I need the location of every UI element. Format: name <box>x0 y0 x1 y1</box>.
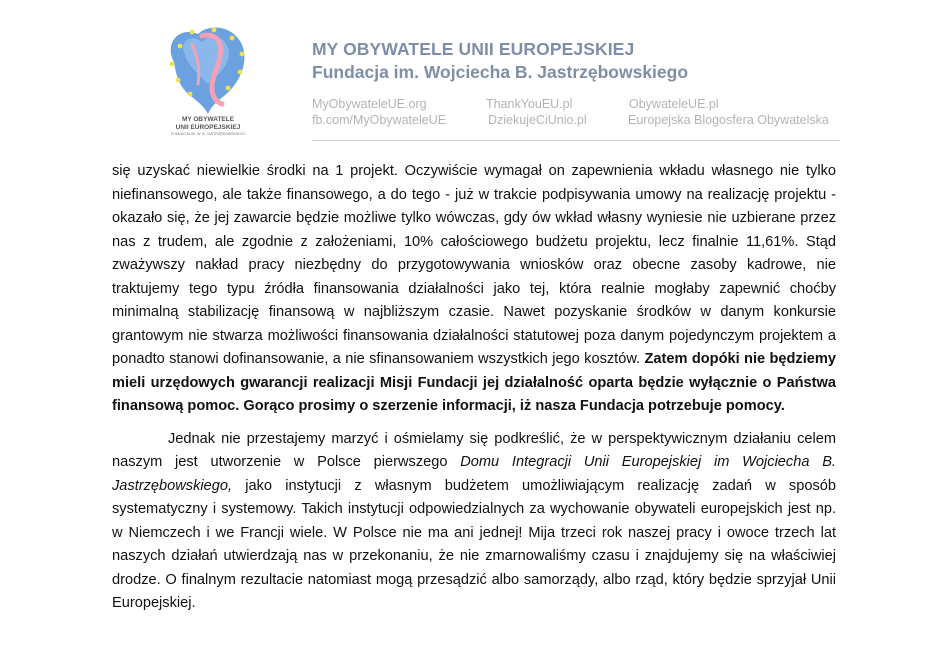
link-obywateleue[interactable]: ObywateleUE.pl <box>629 97 719 111</box>
document-body <box>112 160 836 616</box>
logo-caption-line3: FUNDACJA IM. W. B. JASTRZĘBOWSKIEGO <box>171 132 245 136</box>
paragraph-2 <box>112 428 836 616</box>
logo-emblem <box>170 28 245 115</box>
paragraph-2-italic: Domu Integracji Unii Europejskiej im Wojciecha B. Jastrzębowskiego, <box>112 454 836 494</box>
paragraph-2-end: jako instytucji z własnym budżetem umożliwiającym realizację zadań w sposób systematyczny i systemowy. Takich instytucji odpowiedzialnych za wychowanie obywateli europejskich jest np. w Niemczech i we Francji wiele. W Polsce nie ma ani jednej! Mija trzeci rok naszej pracy i owoce trzech lat naszych działań utwierdzają nas w przekonaniu, że nie zmarnowaliśmy czasu i znajdujemy się na właściwiej drodze. O finalnym rezultacie natomiast mogą przesądzić albo samorządy, albo rząd, który będzie sprzyjał Unii Europejskiej. <box>112 477 836 611</box>
paragraph-2-start: Jednak nie przestajemy marzyć i ośmielamy się podkreślić, że w perspektywicznym działaniu celem naszym jest utworzenie w Polsce pierwszego <box>112 430 836 470</box>
link-facebook[interactable]: fb.com/MyObywateleUE <box>312 113 447 127</box>
link-myobywateleue-org[interactable]: MyObywateleUE.org <box>312 97 427 111</box>
link-blogosfera[interactable]: Europejska Blogosfera Obywatelska <box>628 113 829 127</box>
paragraph-1-text: się uzyskać niewielkie środki na 1 projekt. Oczywiście wymagał on zapewnienia wkładu własnego nie tylko niefinansowego, ale także finansowego, a do tego - już w trakcie podpisywania umowy na realizację projektu - okazało się, że jej zawarcie będzie możliwe tylko wówczas, gdy ów wkład własny wyniesie nie uzbierane przez nas z trudem, ale zgodnie z założeniami, 10% całościowego budżetu projektu, lecz finalnie 11,61%. Stąd zważywszy nakład pracy niezbędny do przygotowywania wniosków oraz obecne zasoby kadrowe, nie traktujemy tego typu źródła finansowania działalności jako tej, która realnie mogłaby zapewnić choćby minimalną stabilizację finansową w najbliższym czasie. Nawet pozyskanie środków w danym konkursie grantowym nie stwarza możliwości finansowania działalności statutowej poza danym pojedynczym projektem a ponadto stanowi dofinansowanie, a nie sfinansowaniem wszystkich jego kosztów. <box>112 163 836 367</box>
header-divider <box>312 140 840 141</box>
letterhead <box>0 0 946 150</box>
foundation-title: MY OBYWATELE UNII EUROPEJSKIEJ <box>312 39 635 59</box>
foundation-logo <box>162 22 254 140</box>
logo-caption-line1: MY OBYWATELE <box>181 116 235 123</box>
logo-caption-line2: UNII EUROPEJSKIEJ <box>175 124 241 131</box>
foundation-subtitle: Fundacja im. Wojciecha B. Jastrzębowskiego <box>312 62 689 82</box>
link-thankyoueu[interactable]: ThankYouEU.pl <box>486 97 573 111</box>
paragraph-1 <box>112 160 836 419</box>
paragraph-1-bold: Zatem dopóki nie będziemy mieli urzędowych gwarancji realizacji Misji Fundacji jej działalność oparta będzie wyłącznie o Państwa finansową pomoc. Gorąco prosimy o szerzenie informacji, iż nasza Fundacja potrzebuje pomocy. <box>112 351 836 414</box>
link-dziekujeciunio[interactable]: DziekujeCiUnio.pl <box>488 113 587 127</box>
